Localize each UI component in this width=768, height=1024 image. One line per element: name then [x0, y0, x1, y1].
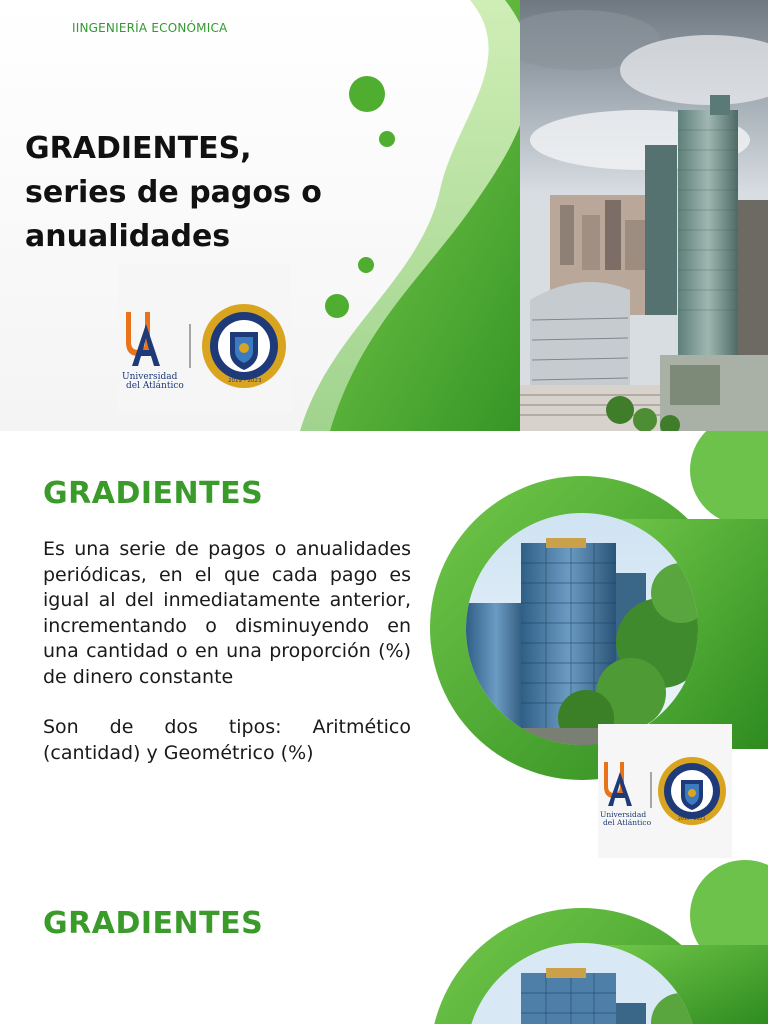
university-logo: [118, 264, 291, 412]
section-heading: GRADIENTES: [43, 476, 264, 511]
section-heading: GRADIENTES: [43, 906, 264, 941]
definition-paragraph: Es una serie de pagos o anualidades periódicas, en el que cada pago es igual al del inmediatamente anterior, incrementando o disminuyendo en una cantidad o en una proporción (%) de dinero constante: [43, 538, 411, 688]
universidad-del-atlantico-logo: [598, 724, 732, 858]
course-subject: IINGENIERÍA ECONÓMICA: [72, 21, 228, 35]
logo-university-line2: del Atlántico: [126, 381, 184, 391]
slide-title: [25, 127, 375, 259]
city-skyline-photo: [520, 0, 768, 431]
universidad-del-atlantico-logo: [118, 264, 291, 412]
types-paragraph: Son de dos tipos: Aritmético (cantidad) y Geométrico (%): [43, 716, 411, 764]
title-line: anualidades: [25, 219, 231, 254]
logo-university-line1: Universidad: [600, 810, 647, 819]
seal-years: 2019 - 2023: [678, 817, 706, 822]
section-body: [43, 537, 411, 791]
building-photo-circle: [466, 513, 698, 745]
logo-university-line2: del Atlántico: [603, 818, 652, 827]
title-line: series de pagos o: [25, 175, 322, 210]
seal-years: 2019 - 2023: [228, 378, 262, 384]
title-slide: [0, 0, 768, 431]
title-line: GRADIENTES,: [25, 131, 252, 166]
logo-university-line1: Universidad: [122, 372, 178, 382]
university-logo: [598, 724, 732, 858]
